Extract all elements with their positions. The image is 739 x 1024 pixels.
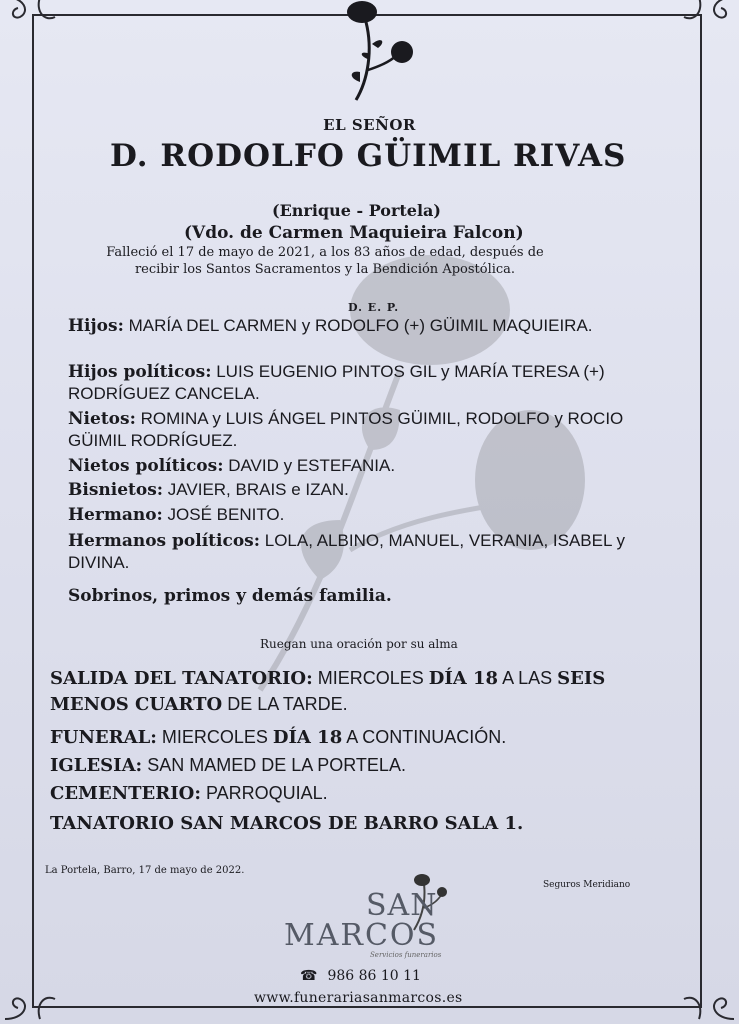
funeral-label: FUNERAL: <box>50 727 157 748</box>
family-text: JAVIER, BRAIS e IZAN. <box>163 480 349 499</box>
insurer-name: Seguros Meridiano <box>543 880 631 890</box>
place-date: La Portela, Barro, 17 de mayo de 2022. <box>45 865 245 876</box>
salida-line-2 <box>50 694 348 715</box>
salida-period: DE LA TARDE. <box>222 694 348 714</box>
family-text: DAVID y ESTEFANIA. <box>223 456 396 475</box>
iglesia-label: IGLESIA: <box>50 755 143 776</box>
cementerio-line <box>50 783 328 804</box>
salida-label: SALIDA DEL TANATORIO: <box>50 668 313 689</box>
prayer-request: Ruegan una oración por su alma <box>260 637 458 651</box>
iglesia-line <box>50 755 406 776</box>
iglesia-value: SAN MAMED DE LA PORTELA. <box>142 755 406 775</box>
family-entry <box>68 585 678 607</box>
corner-ornament-icon <box>0 0 60 52</box>
cementerio-label: CEMENTERIO: <box>50 783 201 804</box>
family-text: LOLA, ALBINO, MANUEL, VERANIA, ISABEL y DIVINA. <box>68 531 626 572</box>
salida-day: MIERCOLES <box>312 668 429 688</box>
salida-date: DÍA 18 <box>428 668 499 689</box>
family-label: Bisnietos: <box>68 480 164 500</box>
phone-number: 986 86 10 11 <box>327 968 421 984</box>
family-label: Hijos: <box>68 316 124 336</box>
tanatorio-text: TANATORIO SAN MARCOS DE BARRO SALA 1. <box>50 813 524 834</box>
salida-hour: SEIS <box>557 668 606 689</box>
cementerio-value: PARROQUIAL. <box>200 783 328 803</box>
website: www.funerariasanmarcos.es <box>254 990 463 1006</box>
family-entry <box>68 530 678 573</box>
title-line: EL SEÑOR <box>323 116 416 134</box>
funeral-line <box>50 727 506 748</box>
funeral-date: DÍA 18 <box>272 727 343 748</box>
family-label: Sobrinos, primos y demás familia. <box>68 586 392 606</box>
family-text: JOSÉ BENITO. <box>162 505 285 524</box>
corner-ornament-icon <box>679 0 739 52</box>
logo-text-san: SAN <box>366 888 438 923</box>
family-entry <box>68 361 678 404</box>
corner-ornament-icon <box>0 964 60 1024</box>
family-entry <box>68 504 678 526</box>
family-entry <box>68 455 678 477</box>
tanatorio-line <box>50 813 523 834</box>
salida-time-prefix: A LAS <box>498 668 558 688</box>
family-label: Hermanos políticos: <box>68 531 261 551</box>
corner-ornament-icon <box>679 964 739 1024</box>
family-entry <box>68 408 678 451</box>
family-entry <box>68 479 678 501</box>
salida-minutes: MENOS CUARTO <box>50 694 223 715</box>
family-label: Hermano: <box>68 505 163 525</box>
rip-text: D. E. P. <box>348 301 400 314</box>
logo-text-marcos: MARCOS <box>284 918 440 953</box>
family-text: LUIS EUGENIO PINTOS GIL y MARÍA TERESA (+) RODRÍGUEZ CANCELA. <box>68 362 605 403</box>
family-label: Nietos políticos: <box>68 456 224 476</box>
family-entry <box>68 315 678 337</box>
funeral-time: A CONTINUACIÓN. <box>342 727 507 747</box>
deceased-name: D. RODOLFO GÜIMIL RIVAS <box>110 138 627 174</box>
alias: (Enrique - Portela) <box>272 201 441 220</box>
family-label: Hijos políticos: <box>68 362 212 382</box>
death-notice: Falleció el 17 de mayo de 2021, a los 83 años de edad, después de recibir los Santos Sacramentos y la Bendición Apostólica. <box>106 245 544 277</box>
family-label: Nietos: <box>68 409 136 429</box>
salida-line <box>50 668 605 689</box>
family-text: ROMINA y LUIS ÁNGEL PINTOS GÜIMIL, RODOLFO y ROCIO GÜIMIL RODRÍGUEZ. <box>68 409 624 450</box>
widower-note: (Vdo. de Carmen Maquieira Falcon) <box>184 223 524 243</box>
family-text: MARÍA DEL CARMEN y RODOLFO (+) GÜIMIL MAQUIEIRA. <box>123 316 593 335</box>
rose-icon <box>338 0 422 106</box>
funeral-day: MIERCOLES <box>156 727 273 747</box>
phone-line <box>300 968 421 984</box>
logo-subtitle: Servicios funerarios <box>370 951 442 959</box>
phone-icon: ☎ <box>300 968 318 984</box>
